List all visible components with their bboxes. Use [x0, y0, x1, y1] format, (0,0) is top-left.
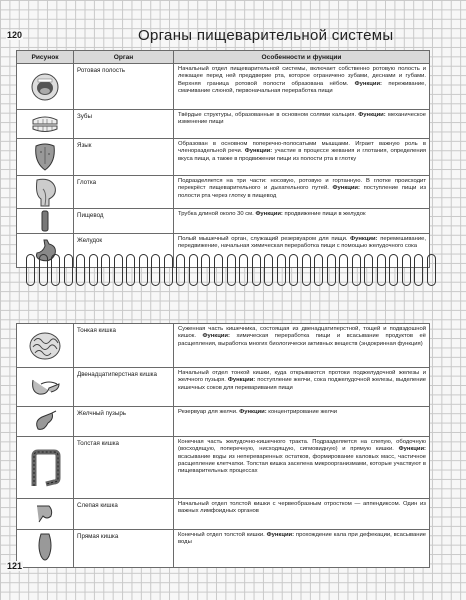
- table-row: [17, 407, 430, 437]
- spiral-ring: [89, 254, 98, 286]
- organ-description: [174, 499, 430, 530]
- functions-text: прохождение кала при дефекации, всасывание воды: [178, 532, 427, 546]
- tongue-icon: [17, 139, 74, 176]
- organ-description: [174, 139, 430, 176]
- organs-table-bottom: [16, 323, 430, 568]
- spiral-ring: [327, 254, 336, 286]
- spiral-ring: [101, 254, 110, 286]
- spiral-ring: [289, 254, 298, 286]
- small-intestine-icon: [17, 324, 74, 368]
- teeth-icon: [17, 110, 74, 139]
- functions-label: Функции:: [266, 532, 295, 538]
- page-number-top: 120: [7, 30, 23, 40]
- description-text: Резервуар для желчи.: [178, 409, 238, 415]
- organ-name: Тонкая кишка: [74, 324, 174, 368]
- organ-description: [174, 324, 430, 368]
- duodenum-icon: [17, 368, 74, 407]
- table-row: [17, 530, 430, 568]
- spiral-ring: [39, 254, 48, 286]
- spiral-ring: [264, 254, 273, 286]
- organ-description: [174, 530, 430, 568]
- table-row: [17, 139, 430, 176]
- spiral-ring: [414, 254, 423, 286]
- spiral-ring: [352, 254, 361, 286]
- functions-label: Функции:: [398, 446, 426, 453]
- table-row: [17, 209, 430, 234]
- functions-text: продвижение пищи в желудок: [284, 211, 366, 217]
- spiral-ring: [314, 254, 323, 286]
- rectum-icon: [17, 530, 74, 568]
- functions-text: поступление пищи из полости рта через глотку в пищевод: [178, 185, 426, 199]
- functions-label: Функции:: [227, 377, 256, 384]
- table-row: [17, 110, 430, 139]
- table-row: [17, 324, 430, 368]
- spiral-ring: [64, 254, 73, 286]
- organ-name: Зубы: [74, 110, 174, 139]
- description-text: Трубка длиной около 30 см.: [178, 211, 254, 217]
- spiral-ring: [139, 254, 148, 286]
- spiral-ring: [201, 254, 210, 286]
- gallbladder-icon: [17, 407, 74, 437]
- description-text: Начальный отдел пищеварительной системы, включает собственно ротовую полость и лежащее перед ней преддверие рта, которое ограничено зубами, деснами и губами. Верхняя граница ротовой полости образована нёбом.: [178, 66, 426, 87]
- description-text: Подразделяется на три части: носовую, ротовую и гортанную. В глотке происходит перекрёст пищеварительного и дыхательного путей.: [178, 178, 426, 192]
- spiral-ring: [214, 254, 223, 286]
- organ-name: Двенадцатиперстная кишка: [74, 368, 174, 407]
- esophagus-icon: [17, 209, 74, 234]
- organ-description: [174, 176, 430, 209]
- page-number-bottom: 121: [7, 561, 23, 571]
- spiral-ring: [377, 254, 386, 286]
- header-organ: Орган: [74, 51, 174, 64]
- spiral-ring: [76, 254, 85, 286]
- header-features: Особенности и функции: [174, 51, 430, 64]
- description-text: Твёрдые структуры, образованные в основном солями кальция.: [178, 112, 357, 118]
- organ-name: Желчный пузырь: [74, 407, 174, 437]
- table-row: [17, 437, 430, 499]
- organ-name: Язык: [74, 139, 174, 176]
- spiral-ring: [151, 254, 160, 286]
- spiral-ring: [302, 254, 311, 286]
- description-text: Конечная часть желудочно-кишечного тракта. Подразделяется на слепую, ободочную (восходящую, поперечную, нисходящую, сигмовидную) и прямую кишки.: [178, 439, 426, 453]
- description-text: Образован в основном поперечно-полосатыми мышцами. Играет важную роль в членораздельной речи.: [178, 141, 426, 155]
- spiral-ring: [402, 254, 411, 286]
- organ-description: [174, 437, 430, 499]
- page-title: Органы пищеварительной системы: [138, 27, 394, 44]
- organ-name: Пищевод: [74, 209, 174, 234]
- spiral-ring: [389, 254, 398, 286]
- spiral-ring: [227, 254, 236, 286]
- functions-text: переживание, смачивание слюной, первоначальная переработка пищи: [178, 80, 427, 94]
- organ-name: Слепая кишка: [74, 499, 174, 530]
- functions-label: Функции:: [255, 211, 283, 217]
- organ-description: [174, 407, 430, 437]
- spiral-ring: [252, 254, 261, 286]
- description-text: Суженная часть кишечника, состоящая из двенадцатиперстной, тощей и подвздошной кишок.: [178, 326, 426, 340]
- spiral-ring: [239, 254, 248, 286]
- organ-name: Ротовая полость: [74, 64, 174, 110]
- functions-label: Функции:: [202, 333, 230, 340]
- description-text: Начальный отдел толстой кишки с червеобразным отростком — аппендиксом. Один из важных лимфоидных органов: [178, 501, 426, 515]
- functions-label: Функции:: [244, 148, 273, 155]
- spiral-ring: [114, 254, 123, 286]
- mouth-icon: [17, 64, 74, 110]
- functions-text: химическая переработка пищи и всасывание продуктов её расщепления, выработка многих биологически активных веществ (эндокринная функция): [178, 333, 427, 347]
- functions-label: Функции:: [350, 236, 378, 242]
- organ-description: [174, 209, 430, 234]
- spiral-ring: [427, 254, 436, 286]
- functions-text: концентрирование желчи: [268, 409, 338, 415]
- functions-text: перемешивание, передвижение, начальная химическая переработка пищи с помощью желудочного сока: [178, 236, 427, 250]
- description-text: Полый мышечный орган, служащий резервуаром для пищи.: [178, 236, 348, 242]
- header-picture: Рисунок: [17, 51, 74, 64]
- spiral-ring: [277, 254, 286, 286]
- functions-text: поступление желчи, сока поджелудочной железы, выделение кишечных соков для переваривания пищи: [178, 377, 427, 391]
- spiral-ring: [126, 254, 135, 286]
- spiral-ring: [51, 254, 60, 286]
- functions-text: участие в процессе жевания и глотания, определения вкуса пищи, а также в продвижении пищи из полости рта в глотку: [178, 148, 427, 162]
- spiral-ring: [26, 254, 35, 286]
- table-row: [17, 368, 430, 407]
- functions-text: механическое изменение пищи: [178, 112, 427, 126]
- functions-label: Функции:: [358, 112, 386, 118]
- spiral-ring: [364, 254, 373, 286]
- appendix-icon: [17, 499, 74, 530]
- spiral-ring: [339, 254, 348, 286]
- organ-description: [174, 64, 430, 110]
- organ-name: Глотка: [74, 176, 174, 209]
- functions-label: Функции:: [332, 185, 360, 192]
- organ-name: Прямая кишка: [74, 530, 174, 568]
- description-text: Конечный отдел толстой кишки.: [178, 532, 265, 538]
- large-intestine-icon: [17, 437, 74, 499]
- organ-description: [174, 110, 430, 139]
- table-row: [17, 499, 430, 530]
- organ-name: Толстая кишка: [74, 437, 174, 499]
- spiral-ring: [189, 254, 198, 286]
- description-text: Начальный отдел тонкой кишки, куда открываются протоки поджелудочной железы и желчного пузыря.: [178, 370, 426, 384]
- spiral-ring: [164, 254, 173, 286]
- functions-label: Функции:: [354, 80, 382, 87]
- organ-description: [174, 368, 430, 407]
- functions-label: Функции:: [239, 409, 267, 415]
- spiral-ring: [176, 254, 185, 286]
- table-header-row: [17, 51, 430, 64]
- pharynx-icon: [17, 176, 74, 209]
- table-row: [17, 64, 430, 110]
- notebook-spiral: [26, 254, 436, 292]
- table-row: [17, 176, 430, 209]
- functions-text: всасывание воды из непереваренных остатков, формирование каловых масс, частичное расщепление клетчатки. Толстая кишка заселена микроорганизмами, которые участвуют в пищеварительных процессах: [178, 453, 426, 475]
- organ-name: Желудок: [74, 234, 174, 268]
- organs-table-top: [16, 50, 430, 268]
